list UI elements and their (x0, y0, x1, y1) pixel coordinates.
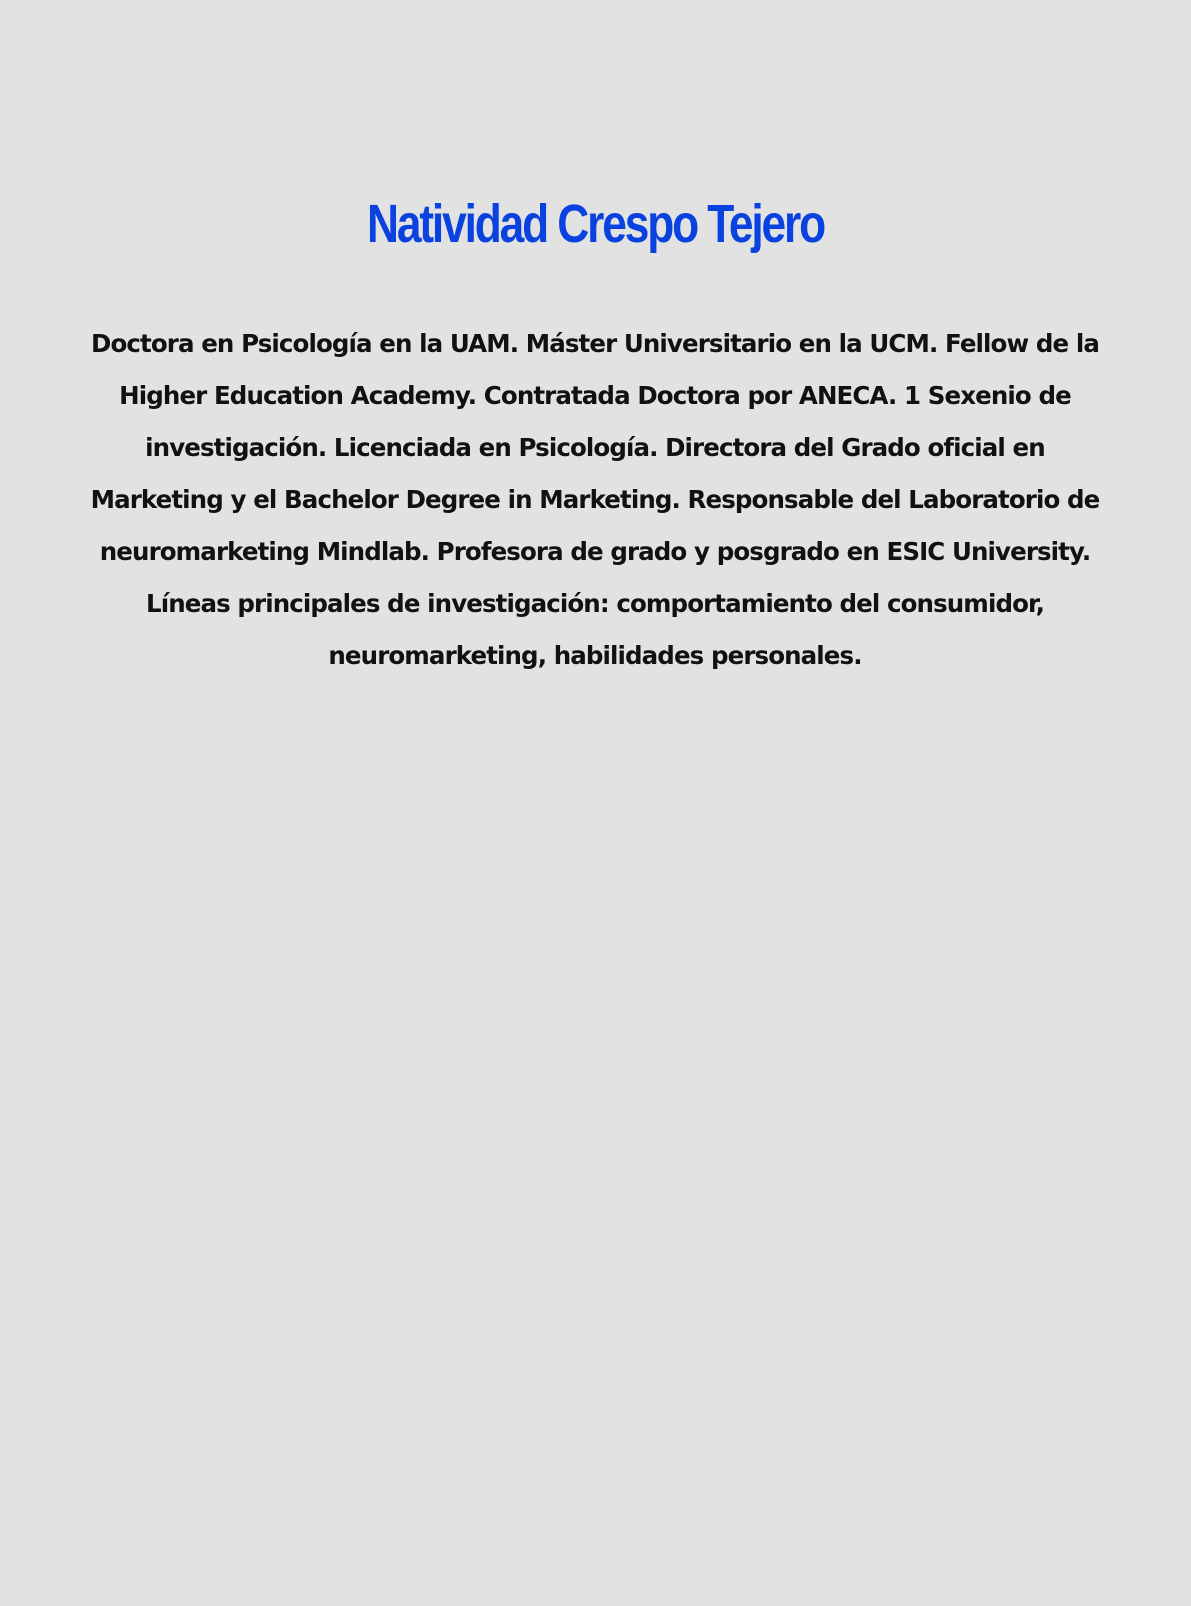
biography: Doctora en Psicología en la UAM. Máster Universitario en la UCM. Fellow de la Higher Education Academy. Contratada Doctora por ANECA. 1 Sexenio de investigación. Licenciada en Psicología. Directora del Grado oficial en Marketing y el Bachelor Degree in Marketing. Responsable del Laboratorio de neuromarketing Mindlab. Profesora de grado y posgrado en ESIC University. Líneas principales de investigación: comportamiento del consumidor, neuromarketing, habilidades personales. (90, 329, 1100, 670)
person-name: Natividad Crespo Tejero (366, 194, 825, 254)
